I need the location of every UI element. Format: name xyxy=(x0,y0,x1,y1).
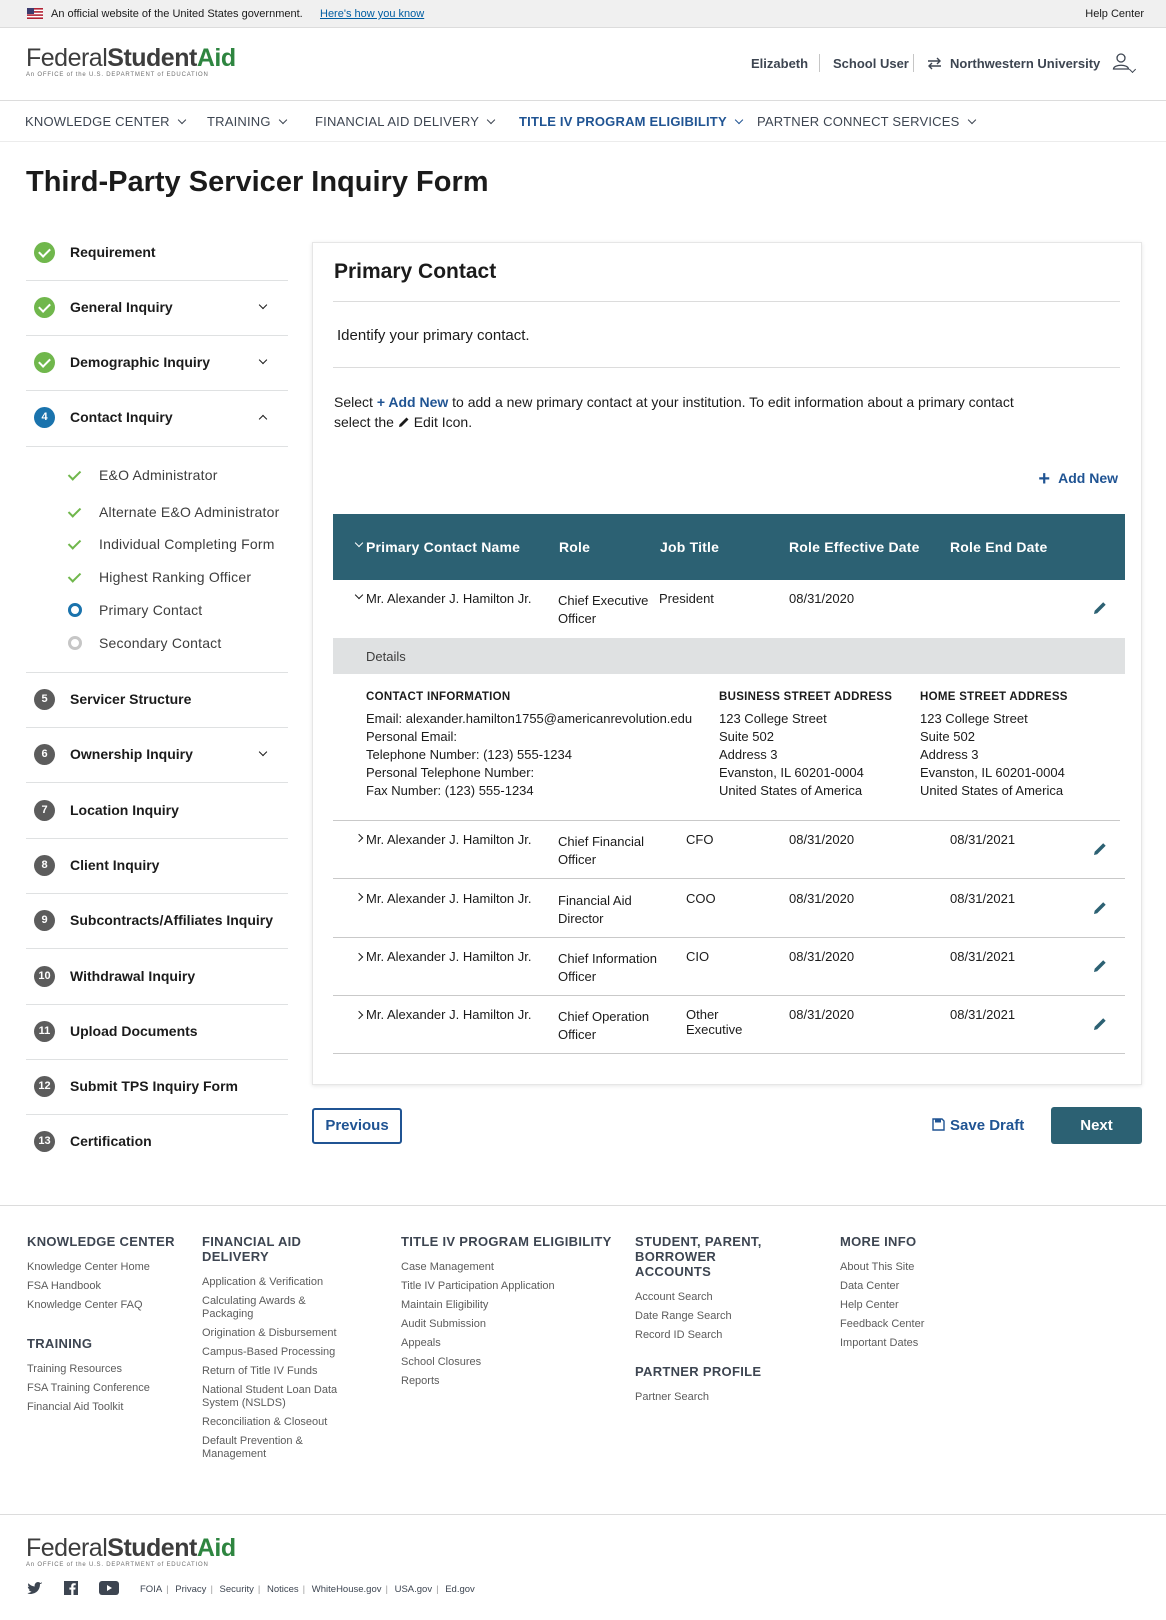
table-row[interactable]: Mr. Alexander J. Hamilton Jr. Chief Information Officer CIO 08/31/2020 08/31/2021 xyxy=(333,938,1125,996)
table-header xyxy=(333,514,1125,580)
chevron-down-icon[interactable] xyxy=(1129,66,1136,73)
footer-link[interactable]: Knowledge Center Home xyxy=(27,1261,150,1273)
step-number: 6 xyxy=(34,744,55,765)
divider xyxy=(913,54,914,72)
step-label: Subcontracts/Affiliates Inquiry xyxy=(70,912,274,928)
step-label: Contact Inquiry xyxy=(70,409,173,425)
facebook-icon[interactable] xyxy=(63,1581,79,1595)
table-row[interactable]: Mr. Alexander J. Hamilton Jr. Chief Executive Officer President 08/31/2020 xyxy=(333,580,1125,638)
footer-link[interactable]: Privacy xyxy=(175,1584,207,1595)
step-subcontracts-affiliates-inquiry[interactable] xyxy=(26,894,288,949)
step-label: Ownership Inquiry xyxy=(70,746,193,762)
footer-link[interactable]: Ed.gov xyxy=(445,1584,475,1595)
footer-fsa-logo[interactable]: FederalStudentAid An OFFICE of the U.S. DEPARTMENT of EDUCATION xyxy=(26,1534,236,1568)
step-number: 4 xyxy=(34,407,55,428)
footer-link[interactable]: Training Resources xyxy=(27,1363,122,1375)
nav-knowledge-center[interactable]: KNOWLEDGE CENTER xyxy=(25,114,185,129)
card-title: Primary Contact xyxy=(334,260,497,283)
chevron-right-icon[interactable] xyxy=(355,1011,363,1019)
user-name[interactable]: Elizabeth xyxy=(751,56,809,71)
footer-link[interactable]: FOIA xyxy=(140,1584,163,1595)
pencil-icon[interactable] xyxy=(1092,841,1108,857)
next-button[interactable]: Next xyxy=(1051,1107,1142,1144)
footer-link[interactable]: Record ID Search xyxy=(635,1329,723,1341)
divider xyxy=(333,301,1120,302)
step-label: Upload Documents xyxy=(70,1023,198,1039)
nav-title-iv-program-eligibility[interactable]: TITLE IV PROGRAM ELIGIBILITY xyxy=(519,114,742,129)
card-intro: Identify your primary contact. xyxy=(337,327,530,344)
add-new-button[interactable]: + Add New xyxy=(1038,468,1118,490)
chevron-down-icon[interactable] xyxy=(355,539,363,547)
footer-link[interactable]: Security xyxy=(219,1584,254,1595)
step-number: 5 xyxy=(34,689,55,710)
table-row[interactable]: Mr. Alexander J. Hamilton Jr. Chief Operation Officer Other Executive 08/31/2020 08/31/2021 xyxy=(333,996,1125,1054)
step-location-inquiry[interactable] xyxy=(26,784,288,839)
user-icon[interactable] xyxy=(1112,52,1130,70)
user-role[interactable]: School User xyxy=(833,56,909,71)
footer-link[interactable]: Calculating Awards & Packaging xyxy=(202,1295,306,1320)
table-row[interactable]: Mr. Alexander J. Hamilton Jr. Financial Aid Director COO 08/31/2020 08/31/2021 xyxy=(333,880,1125,938)
step-demographic-inquiry[interactable] xyxy=(26,336,288,391)
how-you-know-link[interactable]: Here's how you know xyxy=(320,8,425,20)
chevron-down-icon[interactable] xyxy=(355,591,363,599)
col-header[interactable]: Role End Date xyxy=(950,539,1048,555)
footer-link[interactable]: Default Prevention & Management xyxy=(202,1435,303,1460)
step-submit-tps-inquiry-form[interactable] xyxy=(26,1060,288,1115)
check-circle-icon xyxy=(34,352,55,373)
footer-link[interactable]: WhiteHouse.gov xyxy=(311,1584,382,1595)
step-servicer-structure[interactable] xyxy=(26,673,288,728)
save-icon xyxy=(932,1118,945,1131)
step-label: Location Inquiry xyxy=(70,802,179,818)
institution-name[interactable]: Northwestern University xyxy=(950,56,1101,71)
step-label: Submit TPS Inquiry Form xyxy=(70,1078,239,1094)
footer-link[interactable]: Financial Aid Toolkit xyxy=(27,1401,124,1413)
footer-link[interactable]: Data Center xyxy=(840,1280,900,1292)
footer-link[interactable]: Audit Submission xyxy=(401,1318,486,1330)
switch-icon[interactable] xyxy=(927,57,942,70)
footer-link[interactable]: FSA Training Conference xyxy=(27,1382,150,1394)
step-certification[interactable] xyxy=(26,1115,288,1170)
footer-col-financial-aid-delivery: FINANCIAL AID DELIVERY Application & Verification Calculating Awards & Packaging Origination & Disbursement Campus-Based Processing Return of Title IV Funds National Student Loan Data System (NSLDS) Reconciliation & Closeout Default Prevention & Management xyxy=(202,1234,352,1461)
chevron-right-icon[interactable] xyxy=(355,893,363,901)
main-nav xyxy=(0,102,1166,142)
step-label: General Inquiry xyxy=(70,299,173,315)
step-label: Certification xyxy=(70,1133,152,1149)
chevron-down-icon xyxy=(967,116,975,124)
col-header[interactable]: Role xyxy=(559,539,591,555)
footer-link[interactable]: Notices xyxy=(266,1584,299,1595)
details-bar: Details xyxy=(333,638,1125,674)
home-street-address: HOME STREET ADDRESS 123 College Street Suite 502 Address 3 Evanston, IL 60201-0004 United States of America xyxy=(920,691,1068,798)
step-number: 11 xyxy=(34,1021,55,1042)
chevron-up-icon[interactable] xyxy=(259,415,267,423)
footer-link[interactable]: Application & Verification xyxy=(202,1276,324,1288)
pencil-icon[interactable] xyxy=(1092,1016,1108,1032)
check-circle-icon xyxy=(34,297,55,318)
step-number: 13 xyxy=(34,1131,55,1152)
check-icon xyxy=(68,505,82,519)
footer-col-knowledge-center: KNOWLEDGE CENTER Knowledge Center Home FSA Handbook Knowledge Center FAQ TRAINING Training Resources FSA Training Conference Financial Aid Toolkit xyxy=(27,1234,175,1413)
step-number: 7 xyxy=(34,800,55,821)
check-circle-icon xyxy=(34,242,55,263)
us-flag-icon xyxy=(27,8,43,19)
footer-link[interactable]: Account Search xyxy=(635,1291,713,1303)
chevron-down-icon[interactable] xyxy=(259,301,267,309)
chevron-down-icon xyxy=(735,116,743,124)
footer-link[interactable]: Return of Title IV Funds xyxy=(202,1365,318,1377)
footer-link[interactable]: Knowledge Center FAQ xyxy=(27,1299,143,1311)
pencil-icon[interactable] xyxy=(1092,600,1108,616)
site-header xyxy=(0,28,1166,101)
step-client-inquiry[interactable] xyxy=(26,839,288,894)
check-icon xyxy=(68,468,82,482)
footer-link[interactable]: Feedback Center xyxy=(840,1318,925,1330)
col-header[interactable]: Role Effective Date xyxy=(789,539,920,555)
footer-link[interactable]: Reconciliation & Closeout xyxy=(202,1416,328,1428)
table-row[interactable]: Mr. Alexander J. Hamilton Jr. Chief Financial Officer CFO 08/31/2020 08/31/2021 xyxy=(333,821,1125,879)
footer-link[interactable]: School Closures xyxy=(401,1356,482,1368)
chevron-down-icon xyxy=(278,116,286,124)
previous-button[interactable]: Previous xyxy=(312,1108,402,1144)
chevron-right-icon[interactable] xyxy=(355,834,363,842)
footer-link[interactable]: Important Dates xyxy=(840,1337,919,1349)
plus-icon: + xyxy=(1038,468,1051,490)
current-ring-icon xyxy=(68,603,82,617)
footer-link[interactable]: Campus-Based Processing xyxy=(202,1346,336,1358)
chevron-down-icon xyxy=(178,116,186,124)
check-icon xyxy=(68,537,82,551)
business-street-address: BUSINESS STREET ADDRESS 123 College Street Suite 502 Address 3 Evanston, IL 60201-0004 United States of America xyxy=(719,691,893,798)
step-label: Demographic Inquiry xyxy=(70,354,211,370)
step-ownership-inquiry[interactable] xyxy=(26,728,288,783)
step-number: 10 xyxy=(34,966,55,987)
divider xyxy=(333,367,1120,368)
footer-link[interactable]: Reports xyxy=(401,1375,440,1387)
check-icon xyxy=(68,570,82,584)
footer-link[interactable]: Help Center xyxy=(840,1299,899,1311)
nav-training[interactable]: TRAINING xyxy=(207,114,286,129)
chevron-down-icon[interactable] xyxy=(259,356,267,364)
pencil-icon[interactable] xyxy=(1092,958,1108,974)
step-label: Client Inquiry xyxy=(70,857,160,873)
footer-link[interactable]: Date Range Search xyxy=(635,1310,732,1322)
footer-link[interactable]: About This Site xyxy=(840,1261,915,1273)
step-number: 8 xyxy=(34,855,55,876)
step-withdrawal-inquiry[interactable] xyxy=(26,950,288,1005)
chevron-down-icon xyxy=(487,116,495,124)
page-title: Third-Party Servicer Inquiry Form xyxy=(26,166,489,198)
save-draft-button[interactable]: Save Draft xyxy=(932,1117,1024,1134)
divider xyxy=(819,54,820,72)
fsa-logo[interactable]: FederalStudentAid An OFFICE of the U.S. DEPARTMENT of EDUCATION xyxy=(26,44,236,78)
step-number: 12 xyxy=(34,1076,55,1097)
footer-link[interactable]: Partner Search xyxy=(635,1391,709,1403)
divider xyxy=(0,1205,1166,1206)
step-contact-inquiry[interactable] xyxy=(26,391,288,447)
divider xyxy=(0,1514,1166,1515)
step-number: 9 xyxy=(34,910,55,931)
footer-col-more-info: MORE INFO About This Site Data Center Help Center Feedback Center Important Dates xyxy=(840,1234,925,1349)
footer-link[interactable]: Case Management xyxy=(401,1261,494,1273)
twitter-icon[interactable] xyxy=(27,1581,43,1595)
chevron-down-icon[interactable] xyxy=(259,748,267,756)
help-center-link[interactable]: Help Center xyxy=(1085,8,1144,20)
card-instructions: Select + Add New to add a new primary contact at your institution. To edit information about a primary contact select the Edit Icon. xyxy=(334,394,1014,430)
step-label: Servicer Structure xyxy=(70,691,192,707)
step-upload-documents[interactable] xyxy=(26,1005,288,1060)
step-label: Requirement xyxy=(70,244,156,260)
pencil-icon[interactable] xyxy=(1092,900,1108,916)
col-header[interactable]: Job Title xyxy=(660,539,720,555)
footer-link[interactable]: USA.gov xyxy=(394,1584,433,1595)
gov-banner xyxy=(0,0,1166,28)
footer-link[interactable]: Origination & Disbursement xyxy=(202,1327,337,1339)
step-requirement[interactable] xyxy=(26,226,288,281)
footer-link[interactable]: FSA Handbook xyxy=(27,1280,101,1292)
nav-partner-connect-services[interactable]: PARTNER CONNECT SERVICES xyxy=(757,114,975,129)
footer-legal-links: FOIA | Privacy | Security | Notices | WhiteHouse.gov | USA.gov | Ed.gov xyxy=(140,1584,475,1595)
footer-link[interactable]: Title IV Participation Application xyxy=(401,1280,555,1292)
step-label: Withdrawal Inquiry xyxy=(70,968,196,984)
footer-link[interactable]: Appeals xyxy=(401,1337,441,1349)
footer-link[interactable]: National Student Loan Data System (NSLDS) xyxy=(202,1384,338,1409)
youtube-icon[interactable] xyxy=(99,1581,119,1595)
footer-link[interactable]: Maintain Eligibility xyxy=(401,1299,489,1311)
contact-information: CONTACT INFORMATION Email: alexander.hamilton1755@americanrevolution.edu Personal Email: Telephone Number: (123) 555-1234 Personal Telephone Number: Fax Number: (123) 555-1234 xyxy=(366,691,693,798)
col-header[interactable]: Primary Contact Name xyxy=(366,539,521,555)
step-general-inquiry[interactable] xyxy=(26,281,288,336)
chevron-right-icon[interactable] xyxy=(355,953,363,961)
pencil-icon xyxy=(398,416,410,428)
pending-ring-icon xyxy=(68,636,82,650)
footer-col-title-iv: TITLE IV PROGRAM ELIGIBILITY Case Management Title IV Participation Application Maintain Eligibility Audit Submission Appeals School Closures Reports xyxy=(401,1234,612,1387)
footer-col-accounts: STUDENT, PARENT, BORROWER ACCOUNTS Account Search Date Range Search Record ID Search PARTNER PROFILE Partner Search xyxy=(635,1234,795,1404)
gov-banner-text: An official website of the United States government. xyxy=(51,8,303,20)
nav-financial-aid-delivery[interactable]: FINANCIAL AID DELIVERY xyxy=(315,114,494,129)
